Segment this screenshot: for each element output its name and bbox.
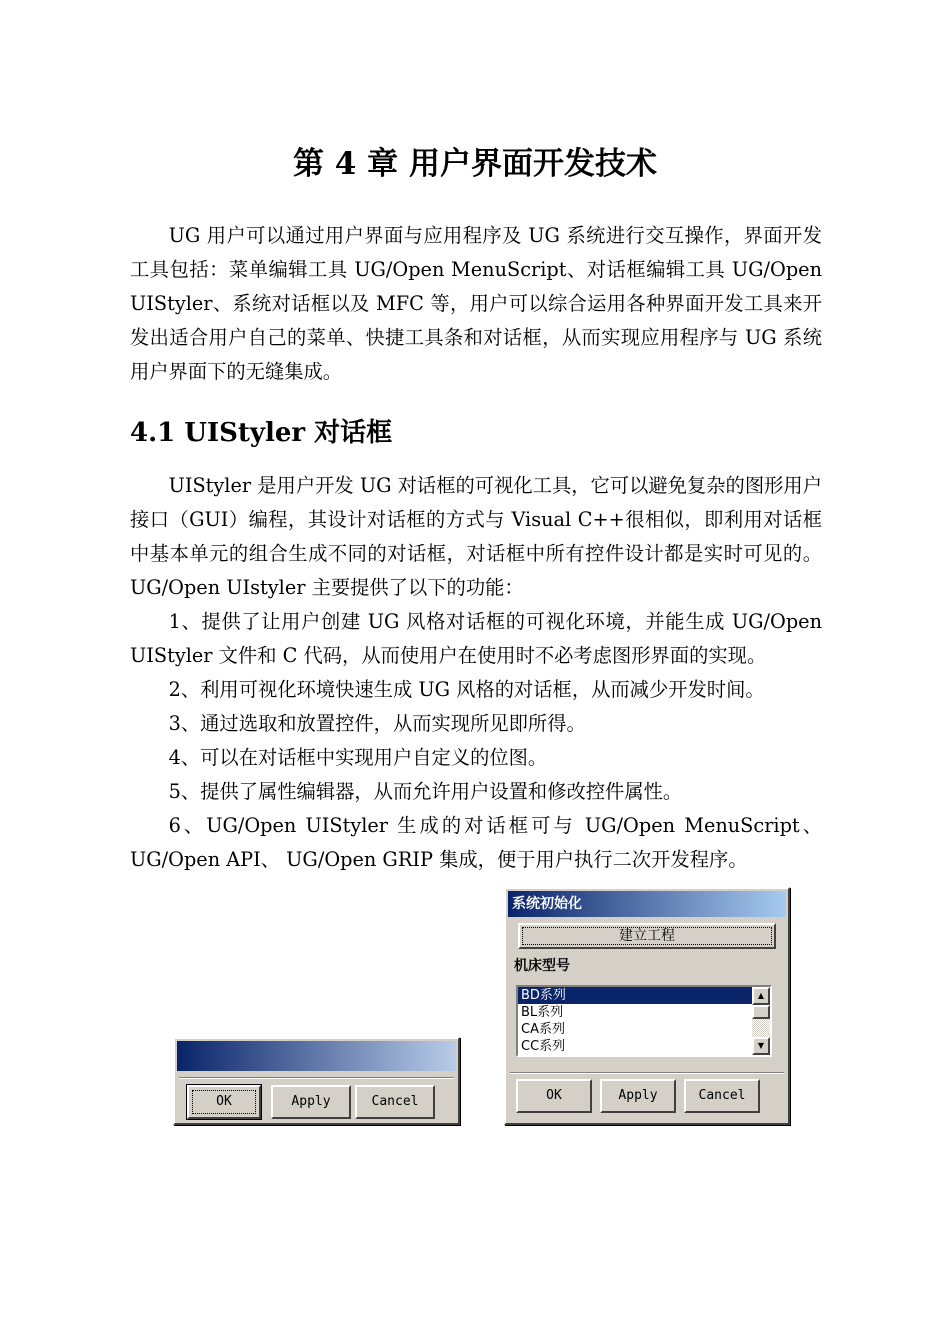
blank-dialog-separator [179, 1077, 454, 1079]
intro-paragraph: UG 用户可以通过用户界面与应用程序及 UG 系统进行交互操作，界面开发工具包括：菜单编辑工具 UG/Open MenuScript、对话框编辑工具 UG/Open UIStyler、系统对话框以及 MFC 等，用户可以综合运用各种界面开发工具来开发出适合用户自己的菜单、快捷工具条和对话框，从而实现应用程序与 UG 系统用户界面下的无缝集成。 [130, 224, 822, 383]
blank-dialog-ok-button[interactable] [187, 1085, 261, 1119]
feature-item-5: 5、提供了属性编辑器，从而允许用户设置和修改控件属性。 [168, 780, 683, 803]
blank-dialog-titlebar [177, 1041, 456, 1071]
focus-rect [192, 1090, 256, 1114]
system-init-ok-button[interactable] [516, 1079, 592, 1113]
blank-dialog-apply-button[interactable] [271, 1085, 351, 1119]
system-init-apply-button[interactable] [600, 1079, 676, 1113]
system-init-cancel-button[interactable] [684, 1079, 760, 1113]
ok-label: OK [546, 1088, 562, 1103]
ok-label: OK [216, 1094, 232, 1109]
section-title: 4.1 UIStyler 对话框 [130, 418, 393, 448]
machine-model-list [518, 987, 754, 1055]
chapter-title: 第 4 章 用户界面开发技术 [293, 146, 657, 182]
blank-dialog [173, 1037, 460, 1125]
scroll-up-icon[interactable]: ▲ [752, 987, 770, 1005]
uistyler-description: UIStyler 是用户开发 UG 对话框的可视化工具，它可以避免复杂的图形用户接口（GUI）编程，其设计对话框的方式与 Visual C++很相似，即利用对话框中基本单元的组合生成不同的对话框，对话框中所有控件设计都是实时可见的。UG/Open UIstyler 主要提供了以下的功能： [130, 474, 822, 599]
system-init-titlebar: 系统初始化 [508, 891, 786, 917]
system-init-dialog [504, 887, 790, 1125]
machine-model-label: 机床型号 [514, 958, 570, 974]
apply-label: Apply [291, 1094, 331, 1109]
list-item[interactable]: CC系列 [521, 1039, 566, 1054]
create-project-label: 建立工程 [619, 928, 675, 944]
focus-rect [522, 927, 772, 945]
list-item[interactable]: CA系列 [521, 1022, 565, 1037]
listbox-scrollbar[interactable] [752, 987, 770, 1055]
scroll-down-icon[interactable]: ▼ [752, 1037, 770, 1055]
system-init-separator [510, 1072, 784, 1074]
cancel-label: Cancel [371, 1094, 419, 1109]
feature-item-4: 4、可以在对话框中实现用户自定义的位图。 [168, 746, 548, 769]
feature-item-1: 1、提供了让用户创建 UG 风格对话框的可视化环境，并能生成 UG/Open UIStyler 文件和 C 代码，从而使用户在使用时不必考虑图形界面的实现。 [130, 610, 822, 667]
blank-dialog-cancel-button[interactable] [355, 1085, 435, 1119]
scroll-thumb[interactable] [752, 1005, 770, 1019]
apply-label: Apply [618, 1088, 658, 1103]
feature-item-3: 3、通过选取和放置控件，从而实现所见即所得。 [168, 712, 586, 735]
list-item[interactable]: BL系列 [521, 1005, 564, 1020]
create-project-button[interactable] [518, 923, 776, 949]
cancel-label: Cancel [698, 1088, 746, 1103]
machine-model-listbox[interactable] [516, 985, 772, 1057]
list-item[interactable]: BD系列 [518, 987, 754, 1004]
feature-item-6: 6、UG/Open UIStyler 生成的对话框可与 UG/Open MenuScript、UG/Open API、 UG/Open GRIP 集成，便于用户执行二次开发程序。 [130, 814, 822, 871]
feature-item-2: 2、利用可视化环境快速生成 UG 风格的对话框，从而减少开发时间。 [168, 678, 765, 701]
feature-list [130, 605, 822, 877]
